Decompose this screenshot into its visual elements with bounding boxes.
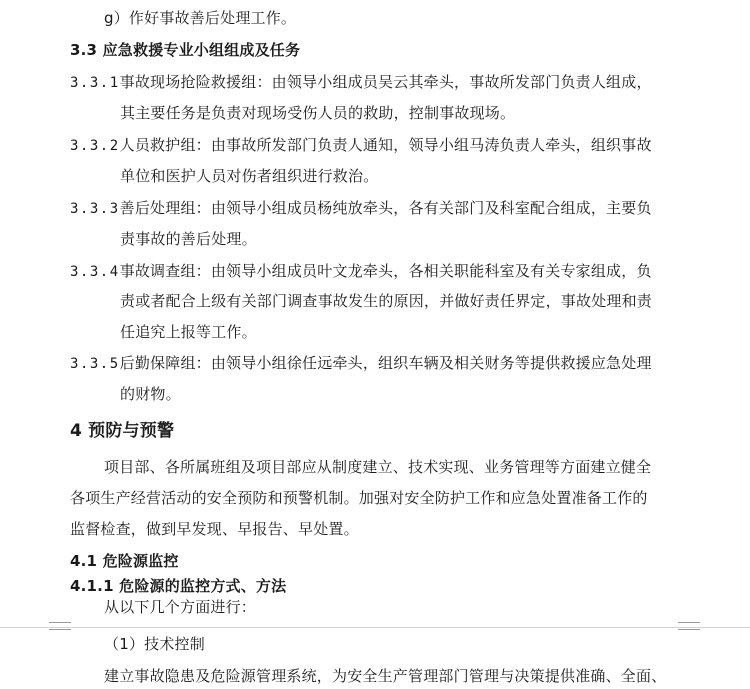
subheading-technical-control: （1）技术控制 [104,635,205,653]
item-3-3-2-line-2: 单位和医护人员对伤者组织进行救治。 [120,167,379,185]
page-corner-mark-left [49,622,71,630]
item-3-3-1-line-2: 其主要任务是负责对现场受伤人员的救助，控制事故现场。 [120,104,516,122]
page-corner-mark-right [678,622,700,630]
section-heading-4: 4 预防与预警 [70,421,175,441]
section-heading-4-1-1: 4.1.1 危险源的监控方式、方法 [70,577,287,595]
item-3-3-2-line-1 [70,135,652,156]
item-number: 3.3.3 [70,201,120,217]
paragraph-last-line: 建立事故隐患及危险源管理系统，为安全生产管理部门管理与决策提供准确、全面、 [104,667,667,685]
item-text: 事故现场抢险救援组：由领导小组成员吴云其牵头，事故所发部门负责人组成， [119,73,652,91]
item-number: 3.3.1 [70,75,120,91]
item-3-3-5-line-2: 的财物。 [120,385,181,403]
item-3-3-3-line-1 [70,198,652,219]
item-3-3-5-line-1 [70,353,652,374]
paragraph-4-line-3: 监督检查，做到早发现、早报告、早处置。 [70,520,359,538]
list-item-g: g）作好事故善后处理工作。 [104,9,297,27]
paragraph-4-line-1: 项目部、各所属班组及项目部应从制度建立、技术实现、业务管理等方面建立健全 [104,458,652,476]
item-text: 善后处理组：由领导小组成员杨纯放牵头，各有关部门及科室配合组成，主要负 [119,199,652,217]
item-number: 3.3.2 [70,138,120,154]
section-heading-3-3: 3.3 应急救援专业小组组成及任务 [70,41,301,59]
item-3-3-1-line-1 [70,72,652,93]
item-text: 事故调查组：由领导小组成员叶文龙牵头，各相关职能科室及有关专家组成，负 [119,262,652,280]
item-3-3-3-line-2: 责事故的善后处理。 [120,230,257,248]
item-number: 3.3.4 [70,264,120,280]
item-3-3-4-line-3: 任追究上报等工作。 [120,323,257,341]
section-heading-4-1: 4.1 危险源监控 [70,552,179,570]
paragraph-intro: 从以下几个方面进行： [104,598,257,616]
page-break-divider [0,627,750,628]
item-3-3-4-line-2: 责或者配合上级有关部门调查事故发生的原因，并做好责任界定，事故处理和责 [120,292,653,310]
item-number: 3.3.5 [70,356,120,372]
paragraph-4-line-2: 各项生产经营活动的安全预防和预警机制。加强对安全防护工作和应急处置准备工作的 [70,489,648,507]
item-text: 人员救护组：由事故所发部门负责人通知，领导小组马涛负责人牵头，组织事故 [119,136,652,154]
item-text: 后勤保障组：由领导小组徐任远牵头，组织车辆及相关财务等提供救援应急处理 [119,354,652,372]
item-3-3-4-line-1 [70,261,652,282]
